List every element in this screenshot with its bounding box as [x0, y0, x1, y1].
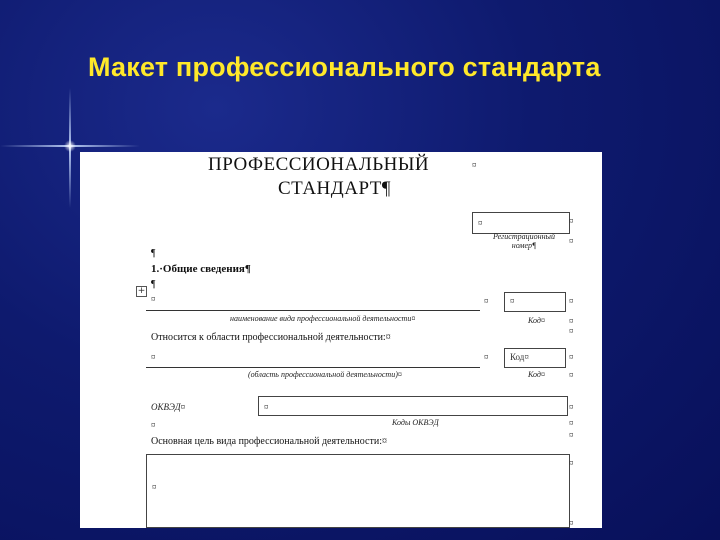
okved-cell-mark: ¤: [151, 420, 156, 430]
activity-name-caption: наименование вида профессиональной деятельности¤: [230, 314, 416, 323]
okved-box-mark: ¤: [264, 402, 269, 412]
row-end-mark-9: ¤: [569, 418, 574, 428]
row-end-mark-7: ¤: [569, 370, 574, 380]
okved-code-caption: Коды ОКВЭД: [392, 418, 439, 427]
row-end-mark-1: ¤: [569, 216, 574, 226]
reg-cell-mark: ¤: [478, 218, 483, 228]
code-caption-1: Код¤: [528, 316, 545, 325]
document-page: [80, 152, 602, 528]
okved-label: ОКВЭД¤: [151, 402, 186, 412]
okved-code-box: [258, 396, 568, 416]
area-cell-mark: ¤: [151, 352, 156, 362]
pilcrow-2: ¶: [151, 279, 156, 290]
title-end-mark: ¤: [472, 160, 477, 170]
code-box-1-mark: ¤: [510, 296, 515, 306]
reg-number-box: [472, 212, 570, 234]
area-caption: (область профессиональной деятельности)¤: [248, 370, 402, 379]
activity-underline: [146, 310, 480, 311]
relates-to-label: Относится к области профессиональной деятельности:¤: [151, 332, 391, 343]
sparkle-core: [64, 140, 76, 152]
row-end-mark-2: ¤: [569, 236, 574, 246]
main-goal-cell-mark: ¤: [152, 482, 157, 492]
row-end-mark-8: ¤: [569, 402, 574, 412]
pilcrow-1: ¶: [151, 248, 156, 259]
code-box-2-mark: Код¤: [510, 352, 529, 362]
row-end-mark-4: ¤: [569, 316, 574, 326]
row-end-mark-10: ¤: [569, 430, 574, 440]
row-end-mark-5: ¤: [569, 326, 574, 336]
table-move-handle-icon[interactable]: +: [137, 286, 146, 296]
doc-title-line-1: ПРОФЕССИОНАЛЬНЫЙ: [208, 154, 430, 175]
gap-cell-mark-1: ¤: [484, 296, 489, 306]
gap-cell-mark-2: ¤: [484, 352, 489, 362]
row-end-mark-3: ¤: [569, 296, 574, 306]
main-goal-label: Основная цель вида профессиональной деятельности:¤: [151, 436, 387, 447]
activity-cell-mark: ¤: [151, 294, 156, 304]
code-caption-2: Код¤: [528, 370, 545, 379]
row-end-mark-6: ¤: [569, 352, 574, 362]
row-end-mark-12: ¤: [569, 518, 574, 528]
slide-title: Макет профессионального стандарта: [88, 52, 601, 82]
area-underline: [146, 367, 480, 368]
section-1-heading: 1.·Общие сведения¶: [151, 263, 251, 275]
main-goal-box[interactable]: [146, 454, 570, 528]
row-end-mark-11: ¤: [569, 458, 574, 468]
doc-title-line-2: СТАНДАРТ¶: [278, 178, 391, 199]
reg-number-caption: Регистрационный номер¶: [493, 232, 555, 250]
